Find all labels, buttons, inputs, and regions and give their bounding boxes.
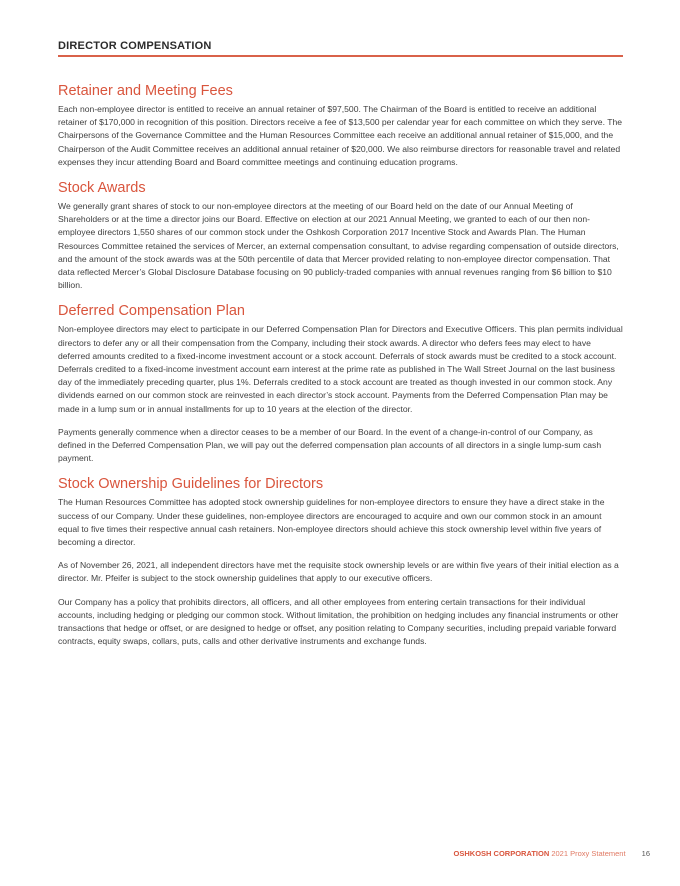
heading-deferred-compensation: Deferred Compensation Plan	[58, 303, 245, 320]
footer-document-title: 2021 Proxy Statement	[551, 849, 626, 858]
paragraph: Our Company has a policy that prohibits directors, all officers, and all other employees from entering certain transactions for their individual accounts, including hedging or pledging our common stock. Without limitation, the prohibition on hedging includes any financial instruments or other transactions that hedge or offset, or are designed to hedge or offset, any position relating to Company securities, including prepaid variable forward contracts, equity swaps, collars, puts, calls and other derivative instruments and exchange funds.	[58, 596, 619, 647]
page-number: 16	[641, 849, 650, 858]
document-body	[58, 82, 623, 659]
page-footer	[58, 849, 650, 858]
heading-retainer: Retainer and Meeting Fees	[58, 83, 233, 99]
paragraph: We generally grant shares of stock to our non-employee directors at the meeting of our Board held on the date of our Annual Meeting of Shareholders or at the time a director joins our Board. Effective on election at our 2021 Annual Meeting, we granted to each of our then non-employee directors 1,550 shares of our common stock under the Oshkosh Corporation 2017 Incentive Stock and Awards Plan. The Human Resources Committee retained the services of Mercer, an external compensation consultant, to advise regarding compensation of outside directors, and the amount of the stock awards was at the 50th percentile of data that Mercer provided relating to non-employee director compensation. That data reflected Mercer’s Global Disclosure Database focusing on 90 publicly-traded companies with annual revenues ranging from $6 billion to $10 billion.	[58, 201, 619, 291]
paragraph: As of November 26, 2021, all independent directors have met the requisite stock ownership levels or are within five years of their initial election as a director. Mr. Pfeifer is subject to the stock ownership guidelines that apply to our executive officers.	[58, 560, 619, 584]
section-retainer	[58, 82, 623, 169]
header-divider	[58, 55, 623, 57]
section-stock-ownership	[58, 475, 623, 648]
paragraph: Non-employee directors may elect to participate in our Deferred Compensation Plan for Directors and Executive Officers. This plan permits individual directors to defer any or all their compensation from the Company, including their stock awards. A director who defers fees may elect to have deferred amounts credited to a fixed-income investment account or a stock account. Deferrals of stock awards must be credited to a stock account. Deferrals credited to a fixed-income investment account earn interest at the prime rate as published in The Wall Street Journal on the last business day of the immediately preceding quarter, plus 1%. Deferrals credited to a stock account are treated as though invested in our common stock. Any dividends earned on our common stock are reinvested in each director’s stock account. Payments from the Deferred Compensation Plan may be made in a lump sum or in annual installments for up to 10 years at the election of the director.	[58, 324, 623, 414]
section-stock-awards	[58, 179, 623, 292]
section-deferred-compensation	[58, 302, 623, 465]
section-header: DIRECTOR COMPENSATION	[58, 40, 212, 52]
paragraph: Payments generally commence when a director ceases to be a member of our Board. In the event of a change-in-control of our Company, as defined in the Deferred Compensation Plan, we will pay out the deferred compensation plan accounts of all directors in a single lump-sum cash payment.	[58, 426, 602, 464]
footer-brand: OSHKOSH CORPORATION	[453, 849, 550, 858]
heading-stock-awards: Stock Awards	[58, 180, 146, 197]
paragraph: The Human Resources Committee has adopted stock ownership guidelines for non-employee directors to ensure they have a direct stake in the success of our Company. Under these guidelines, non-employee directors are encouraged to acquire and own our common stock in an amount equal to five times their respective annual cash retainers. Non-employee directors should achieve this stock ownership level within five years of becoming a director.	[58, 497, 605, 548]
paragraph: Each non-employee director is entitled to receive an annual retainer of $97,500. The Chairman of the Board is entitled to receive an additional retainer of $170,000 in recognition of this position. Directors receive a fee of $13,500 per calendar year for each committee on which they serve. The Chairpersons of the Governance Committee and the Human Resources Committee each receive an additional annual retainer of $15,000, and the Chairperson of the Audit Committee receives an additional annual retainer of $20,000. We also reimburse directors for reasonable travel and related expenses they incur attending Board and Board committee meetings and continuing education programs.	[58, 104, 623, 167]
heading-stock-ownership: Stock Ownership Guidelines for Directors	[58, 476, 324, 493]
